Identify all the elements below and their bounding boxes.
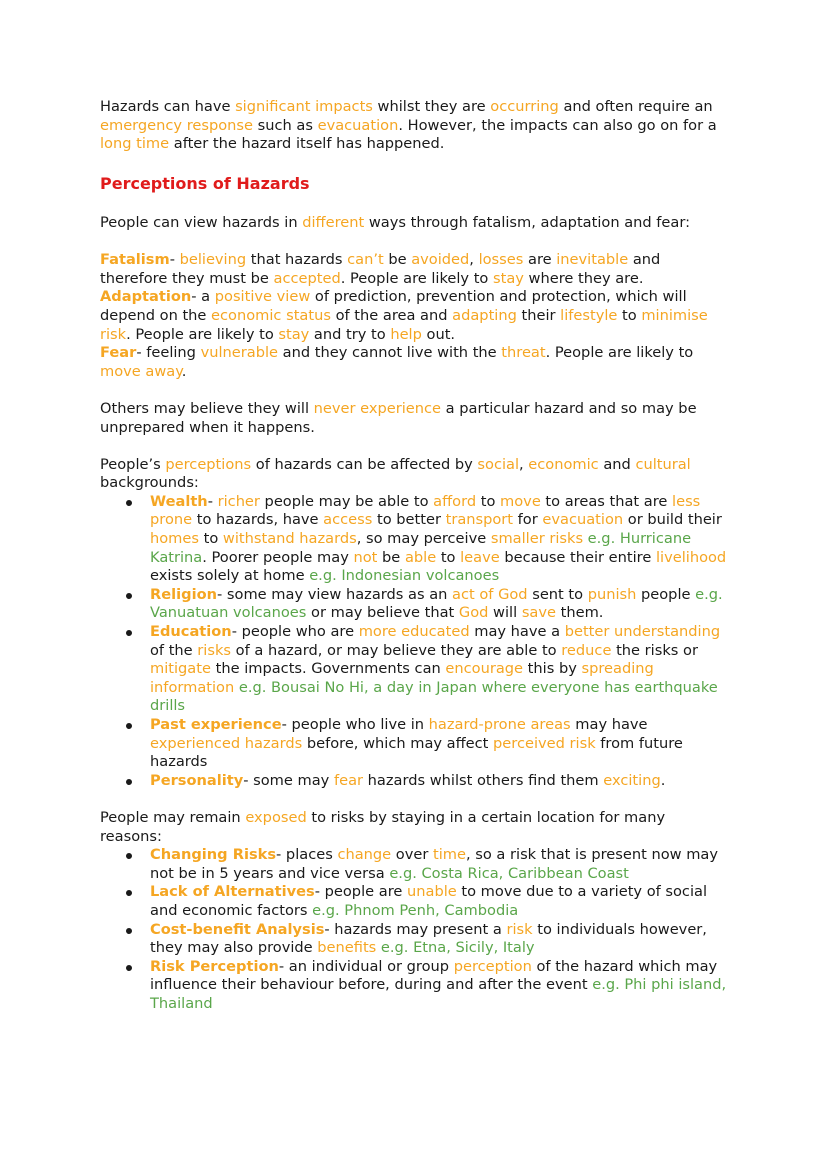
text: People may remain [100, 808, 246, 826]
keyword: spreading information [150, 660, 654, 696]
text: because their entire [499, 548, 656, 566]
text: for [513, 511, 543, 529]
text: where they are. [523, 269, 644, 287]
term-label: Personality [150, 771, 244, 789]
text: of the [150, 641, 198, 659]
backgrounds-paragraph [100, 456, 730, 493]
term-label: Risk Perception [150, 957, 279, 975]
keyword: reduce [561, 641, 612, 659]
keyword: God [458, 604, 489, 622]
keyword: leave [460, 548, 500, 566]
list-item-risk-perception [150, 958, 730, 1014]
keyword: not [353, 548, 378, 566]
text: and they cannot live with the [278, 344, 502, 362]
reasons-list [100, 846, 730, 1013]
term-label: Changing Risks [150, 846, 277, 864]
text: before, which may affect [302, 734, 494, 752]
list-item-cost-benefit [150, 921, 730, 958]
text: - people are [314, 883, 407, 901]
text: sent to [527, 585, 588, 603]
text: and try to [309, 325, 391, 343]
text: - [169, 251, 180, 269]
keyword: experienced hazards [150, 734, 303, 752]
keyword: inevitable [556, 251, 629, 269]
fatalism-paragraph [100, 251, 730, 288]
text: - hazards may present a [324, 920, 507, 938]
list-item-religion [150, 586, 730, 623]
example: e.g. Vanuatuan volcanoes [150, 585, 723, 622]
text: are [523, 251, 557, 269]
keyword: move away [100, 362, 182, 380]
text: Hazards can have [100, 98, 236, 115]
keyword: risk [506, 920, 533, 938]
keyword: withstand hazards [222, 530, 357, 548]
text: may have [570, 716, 648, 733]
keyword: act of God [452, 585, 528, 603]
keyword: transport [445, 511, 514, 529]
text: of a hazard, or may believe they are able to [231, 641, 562, 659]
text: - feeling [136, 344, 201, 362]
term-label: Wealth [150, 492, 208, 510]
text: be [383, 251, 412, 269]
keyword: perceptions [165, 455, 252, 473]
term-label: Cost-benefit Analysis [150, 920, 325, 938]
keyword: homes [150, 530, 199, 548]
keyword: risks [197, 641, 232, 659]
section-heading: Perceptions of Hazards [100, 174, 310, 194]
keyword: able [404, 548, 437, 566]
list-item-past-experience [150, 716, 730, 772]
text: people [636, 585, 696, 603]
text: . However, the impacts can also go on for a [398, 116, 717, 134]
text: - places [276, 846, 338, 864]
keyword: exposed [245, 808, 307, 826]
keyword: help [390, 325, 422, 343]
keyword: long time [100, 135, 170, 153]
term-label: Lack of Alternatives [150, 883, 315, 901]
example: e.g. Phi phi island, Thailand [150, 976, 727, 1012]
term-label: Religion [150, 585, 218, 603]
keyword: lifestyle [560, 306, 618, 324]
keyword: believing [179, 251, 247, 269]
keyword: can’t [347, 251, 384, 269]
keyword: occurring [490, 98, 559, 115]
keyword: never experience [313, 399, 442, 417]
text: out. [421, 325, 456, 343]
keyword: vulnerable [200, 344, 279, 362]
text: to areas that are [540, 492, 673, 510]
term-label: Fear [100, 344, 137, 362]
text: or build their [623, 511, 722, 529]
text: , [469, 251, 479, 269]
text: - people who are [231, 623, 359, 641]
keyword: unable [407, 883, 457, 901]
keyword: more educated [358, 623, 470, 641]
keyword: stay [278, 325, 310, 343]
text: - a [191, 288, 215, 306]
text: exists solely at home [150, 567, 310, 585]
factors-list [100, 493, 730, 791]
keyword: economic status [211, 306, 331, 324]
keyword: access [323, 511, 373, 529]
keyword: economic [528, 455, 599, 473]
example: e.g. Etna, Sicily, Italy [376, 939, 535, 957]
text: that hazards [246, 251, 348, 269]
text: - some may [243, 771, 334, 789]
keyword: save [521, 604, 556, 622]
others-paragraph [100, 400, 730, 437]
text: over [391, 846, 433, 864]
text: the risks or [611, 641, 698, 659]
keyword: different [302, 213, 365, 231]
keyword: social [477, 455, 520, 473]
text: to [198, 530, 223, 548]
keyword: time [433, 846, 466, 864]
text: , so a risk that is present now may not be in 5 years and vice versa [150, 846, 718, 882]
keyword: minimise risk [100, 306, 708, 343]
text: - people who live in [281, 716, 429, 733]
text: of the hazard which may influence their behaviour before, during and after the event [150, 957, 718, 994]
text: Others may believe they will [100, 399, 314, 417]
text: ways through fatalism, adaptation and fear: [364, 213, 691, 231]
keyword: perceived risk [493, 734, 596, 752]
keyword: threat [501, 344, 546, 362]
keyword: encourage [445, 660, 524, 678]
text: may have a [469, 623, 565, 641]
text: backgrounds: [100, 474, 199, 492]
text: to individuals however, they may also provide [150, 920, 707, 957]
text: to [436, 548, 461, 566]
text: the impacts. Governments can [210, 660, 446, 678]
views-paragraph [100, 214, 730, 233]
keyword: punish [587, 585, 637, 603]
text: this by [523, 660, 582, 678]
keyword: perception [453, 957, 532, 975]
text: to hazards, have [192, 511, 324, 529]
text: - an individual or group [278, 957, 454, 975]
text: to risks by staying in a certain location for many reasons: [100, 808, 666, 845]
keyword: adapting [452, 306, 517, 324]
text: after the hazard itself has happened. [169, 135, 445, 153]
keyword: hazard-prone areas [428, 716, 571, 733]
text: their [516, 306, 561, 324]
text: of hazards can be affected by [251, 455, 478, 473]
example: e.g. Costa Rica, Caribbean Coast [389, 864, 629, 882]
text: . [660, 771, 666, 789]
text: - some may view hazards as an [217, 585, 453, 603]
list-item-lack-of-alternatives [150, 883, 730, 920]
keyword: significant impacts [235, 98, 373, 115]
keyword: losses [478, 251, 524, 269]
keyword: positive view [214, 288, 311, 306]
text: of prediction, prevention and protection, which will depend on the [100, 288, 687, 324]
keyword: mitigate [150, 660, 211, 678]
keyword: richer [217, 492, 260, 510]
text: to move due to a variety of social and economic factors [150, 883, 708, 919]
keyword: cultural [635, 455, 691, 473]
intro-paragraph [100, 98, 730, 154]
example: e.g. Phnom Penh, Cambodia [312, 901, 519, 919]
keyword: less prone [150, 492, 701, 529]
text: People’s [100, 455, 166, 473]
text: to [476, 492, 501, 510]
text: - [207, 492, 218, 510]
text: will [488, 604, 522, 622]
text: such as [253, 116, 318, 134]
text: and therefore they must be [100, 251, 661, 287]
keyword: evacuation [317, 116, 399, 134]
keyword: accepted [273, 269, 341, 287]
keyword: stay [493, 269, 524, 287]
keyword: avoided [411, 251, 470, 269]
list-item-wealth [150, 493, 730, 586]
text: of the area and [330, 306, 453, 324]
text: and [598, 455, 636, 473]
text: be [377, 548, 405, 566]
text: to [617, 306, 642, 324]
keyword: emergency response [100, 116, 253, 134]
text: a particular hazard and so may be unprepared when it happens. [100, 399, 697, 436]
text: them. [555, 604, 604, 622]
keyword: afford [433, 492, 477, 510]
example: e.g. Bousai No Hi, a day in Japan where everyone has earthquake drills [150, 678, 718, 715]
term-label: Fatalism [100, 251, 170, 269]
keyword: change [337, 846, 392, 864]
text: people may be able to [259, 492, 434, 510]
keyword: better understanding [564, 623, 721, 641]
text: hazards whilst others find them [363, 771, 604, 789]
text: People can view hazards in [100, 213, 303, 231]
keyword: evacuation [542, 511, 624, 529]
text: or may believe that [306, 604, 459, 622]
list-item-education [150, 623, 730, 716]
exposed-paragraph [100, 809, 730, 846]
list-item-personality [150, 772, 730, 791]
keyword: fear [333, 771, 364, 789]
keyword: move [500, 492, 541, 510]
list-item-changing-risks [150, 846, 730, 883]
text: from future hazards [150, 734, 683, 771]
keyword: benefits [317, 939, 377, 957]
adaptation-paragraph [100, 288, 730, 344]
term-label: Adaptation [100, 288, 192, 306]
term-label: Past experience [150, 716, 282, 733]
keyword: exciting [603, 771, 661, 789]
keyword: smaller risks [490, 530, 584, 548]
keyword: livelihood [655, 548, 727, 566]
text: , so may perceive [356, 530, 491, 548]
text: and often require an [558, 98, 713, 115]
text: . People are likely to [126, 325, 279, 343]
text: whilst they are [372, 98, 491, 115]
example: e.g. Indonesian volcanoes [309, 567, 500, 585]
text: . People are likely to [545, 344, 694, 362]
text: . Poorer people may [202, 548, 354, 566]
text: . [181, 362, 187, 380]
text: , [519, 455, 529, 473]
fear-paragraph [100, 344, 730, 381]
text: . People are likely to [340, 269, 493, 287]
example: e.g. Hurricane Katrina [150, 530, 692, 566]
document-page [100, 98, 730, 1014]
term-label: Education [150, 623, 232, 641]
text: to better [372, 511, 446, 529]
